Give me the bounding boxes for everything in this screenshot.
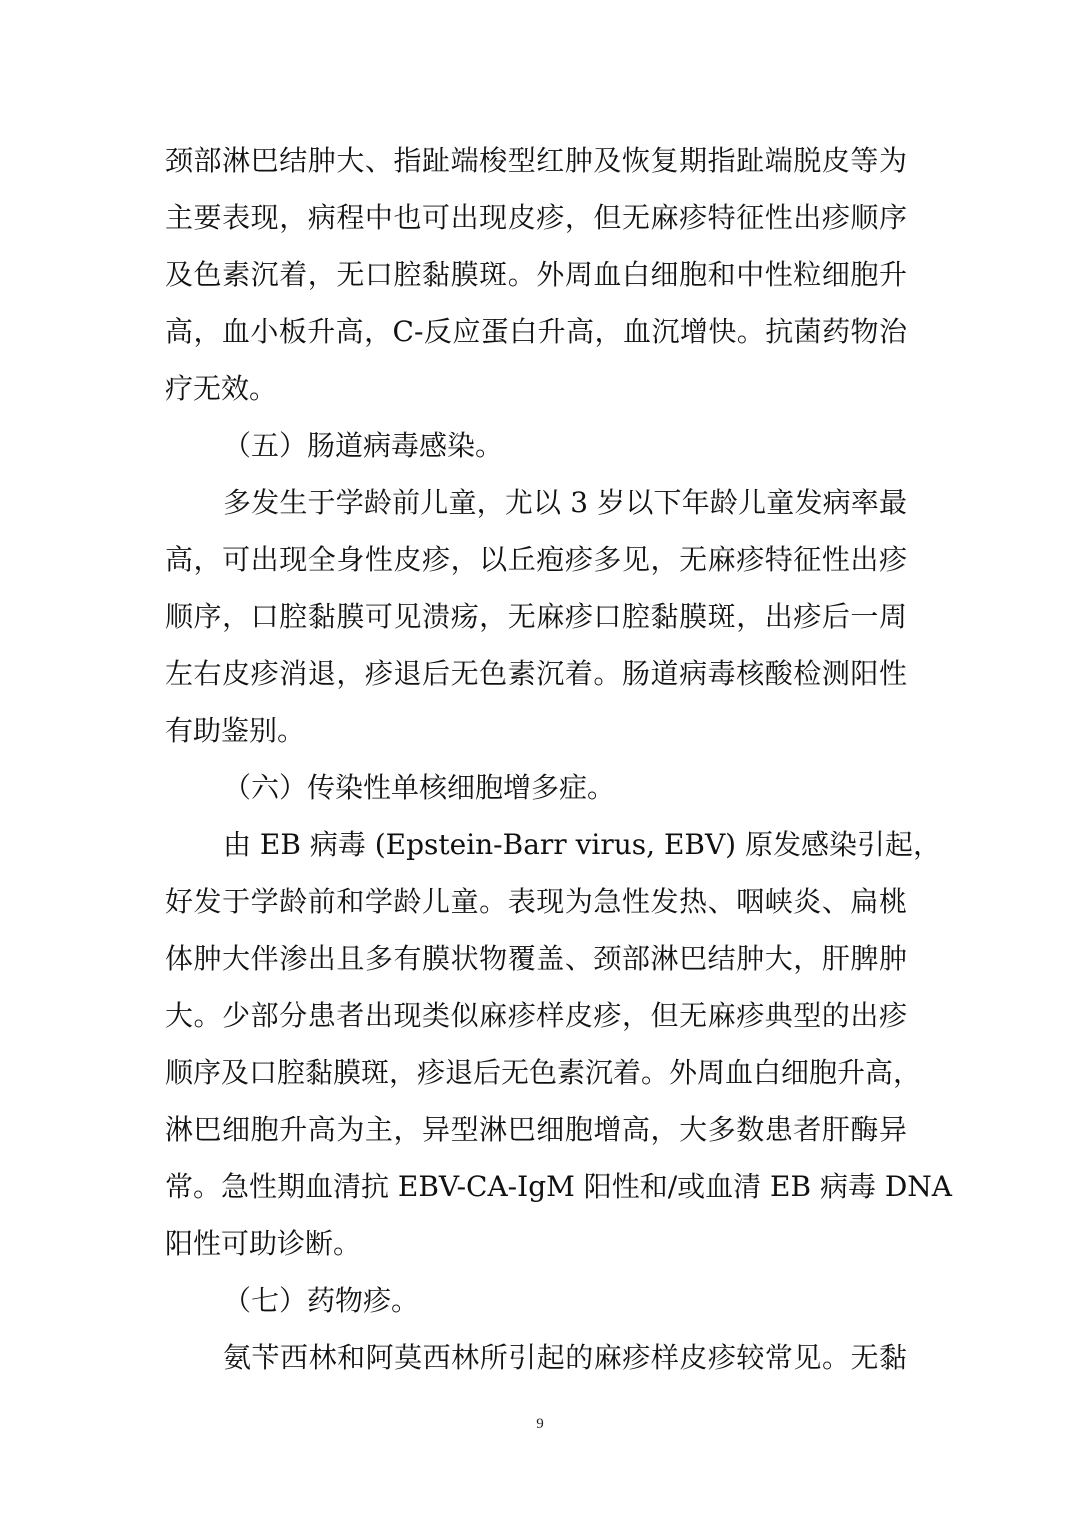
paragraph-line: 疗无效。 (165, 372, 278, 405)
paragraph-line: 大。少部分患者出现类似麻疹样皮疹，但无麻疹典型的出疹 (165, 999, 907, 1032)
section-heading-enterovirus: （五）肠道病毒感染。 (223, 429, 504, 462)
paragraph-line: 好发于学龄前和学龄儿童。表现为急性发热、咽峡炎、扁桃 (165, 885, 907, 918)
section-heading-mononucleosis: （六）传染性单核细胞增多症。 (223, 771, 616, 804)
page-number: 9 (536, 1416, 544, 1432)
paragraph-line: 顺序，口腔黏膜可见溃疡，无麻疹口腔黏膜斑，出疹后一周 (165, 600, 907, 633)
paragraph-line: 及色素沉着，无口腔黏膜斑。外周血白细胞和中性粒细胞升 (165, 258, 907, 291)
paragraph-line: 顺序及口腔黏膜斑，疹退后无色素沉着。外周血白细胞升高， (165, 1056, 922, 1089)
paragraph-line: 体肿大伴渗出且多有膜状物覆盖、颈部淋巴结肿大，肝脾肿 (165, 942, 907, 975)
paragraph-line: 左右皮疹消退，疹退后无色素沉着。肠道病毒核酸检测阳性 (165, 657, 907, 690)
paragraph-line: 由 EB 病毒 (Epstein-Barr virus, EBV) 原发感染引起， (223, 828, 942, 861)
paragraph-line: 氨苄西林和阿莫西林所引起的麻疹样皮疹较常见。无黏 (223, 1341, 907, 1374)
paragraph-line: 多发生于学龄前儿童，尤以 3 岁以下年龄儿童发病率最 (223, 486, 907, 519)
paragraph-line: 淋巴细胞升高为主，异型淋巴细胞增高，大多数患者肝酶异 (165, 1113, 907, 1146)
paragraph-line: 主要表现，病程中也可出现皮疹，但无麻疹特征性出疹顺序 (165, 201, 907, 234)
paragraph-line: 颈部淋巴结肿大、指趾端梭型红肿及恢复期指趾端脱皮等为 (165, 144, 907, 177)
paragraph-line: 高，血小板升高，C-反应蛋白升高，血沉增快。抗菌药物治 (165, 315, 907, 348)
paragraph-line: 高，可出现全身性皮疹，以丘疱疹多见，无麻疹特征性出疹 (165, 543, 907, 576)
paragraph-line: 有助鉴别。 (165, 714, 306, 747)
paragraph-line: 常。急性期血清抗 EBV-CA-IgM 阳性和/或血清 EB 病毒 DNA (165, 1170, 953, 1203)
body-text (165, 132, 953, 1386)
paragraph-line: 阳性可助诊断。 (165, 1227, 362, 1260)
section-heading-drug-eruption: （七）药物疹。 (223, 1284, 420, 1317)
